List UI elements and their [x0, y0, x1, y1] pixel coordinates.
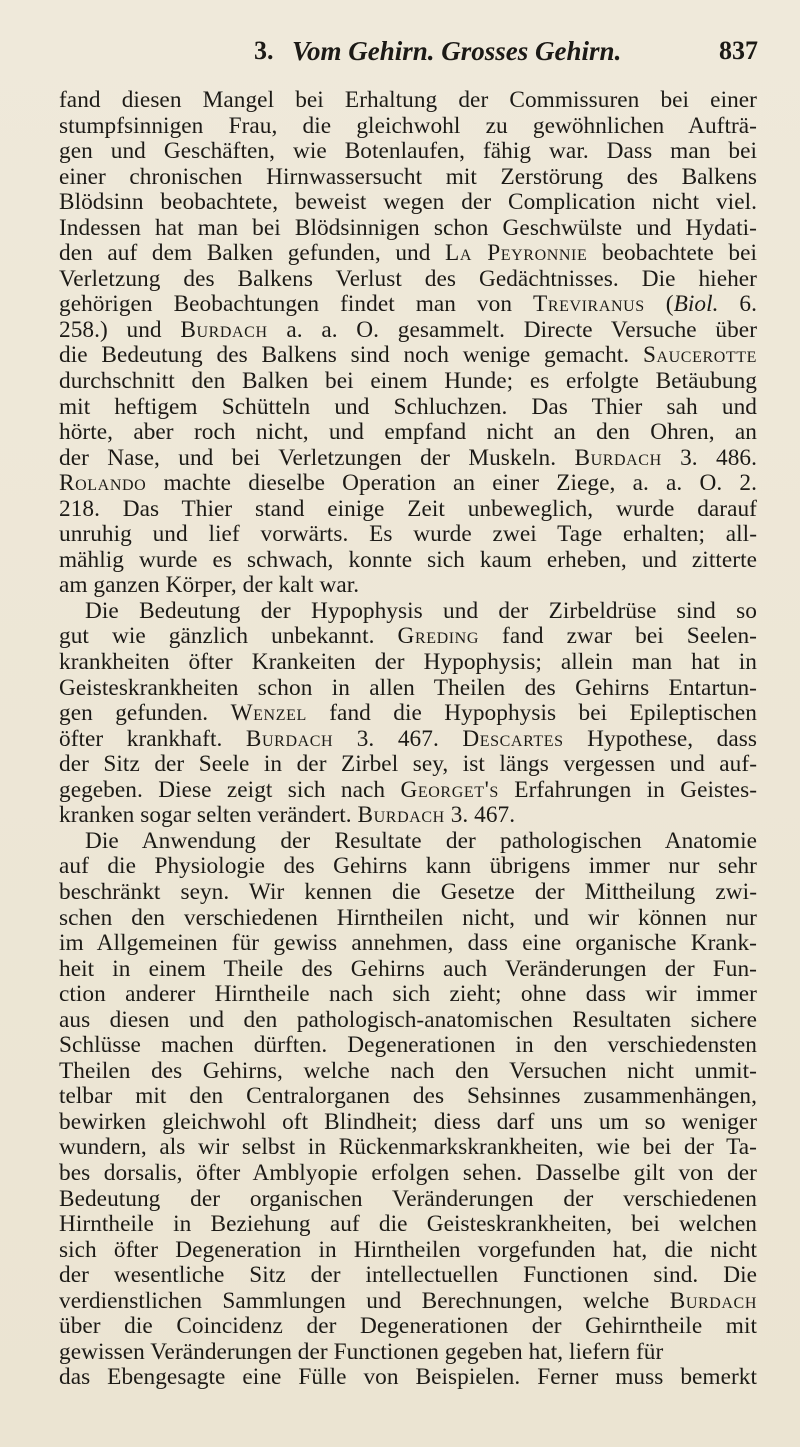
text-line [59, 650, 757, 676]
section-number: 3. [254, 36, 274, 65]
text-segment: im Allgemeinen für gewiss annehmen, dass eine organische Krank- [59, 930, 757, 957]
text-line [59, 190, 757, 216]
text-segment: auf die Physiologie des Gehirns kann übrigens immer nur sehr [59, 853, 757, 880]
text-line [59, 395, 757, 421]
text-line [59, 446, 757, 472]
text-segment: wundern, als wir selbst in Rückenmarkskrankheiten, wie bei der Ta- [59, 1134, 757, 1161]
text-segment: Blödsinn beobachtete, beweist wegen der Complication nicht viel. [59, 189, 757, 216]
text-segment: am ganzen Körper, der kalt war. [59, 572, 360, 599]
text-line [59, 216, 757, 242]
text-segment: Die Bedeutung der Hypophysis und der Zirbeldrüse sind so [85, 597, 757, 624]
text-segment: 218. Das Thier stand einige Zeit unbeweglich, wurde darauf [59, 495, 757, 522]
text-line [59, 548, 757, 574]
text-line [59, 471, 757, 497]
text-segment: der Sitz der Seele in der Zirbel sey, ist längs vergessen und auf- [59, 751, 757, 778]
text-segment: gen gefunden. [59, 700, 231, 727]
text-line [59, 1135, 757, 1161]
text-segment: heit in einem Theile des Gehirns auch Veränderungen der Fun- [59, 955, 757, 982]
author-name: Saucerotte [642, 342, 757, 369]
text-segment: Verletzung des Balkens Verlust des Gedächtnisses. Die hieher [59, 265, 757, 292]
text-line [59, 318, 757, 344]
text-line [59, 906, 757, 932]
text-segment: verdienstlichen Sammlungen und Berechnungen, welche [59, 1287, 670, 1314]
italic-reference: Biol. [673, 291, 719, 318]
text-line [59, 854, 757, 880]
text-segment: gut wie gänzlich unbekannt. [59, 623, 398, 650]
text-segment: machte dieselbe Operation an einer Ziege, a. a. O. 2. [146, 470, 757, 497]
text-segment: 6. [718, 291, 758, 318]
text-line [59, 497, 757, 523]
author-name: Burdach [180, 316, 268, 343]
text-segment: beschränkt seyn. Wir kennen die Gesetze der Mittheilung zwi- [59, 878, 757, 905]
text-segment: ction anderer Hirntheile nach sich zieht; ohne dass wir immer [59, 981, 757, 1008]
text-segment: gewissen Veränderungen der Functionen gegeben hat, liefern für [59, 1338, 664, 1365]
text-segment: Hypothese, dass [563, 725, 757, 752]
text-line [59, 1187, 757, 1213]
text-line [59, 522, 757, 548]
text-line [59, 1059, 757, 1085]
text-line [59, 957, 757, 983]
author-name: Burdach [245, 725, 334, 752]
text-line [59, 369, 757, 395]
text-line [59, 624, 757, 650]
author-name: Burdach [669, 1287, 757, 1314]
text-segment: Erfahrungen in Geistes- [498, 776, 757, 803]
text-segment: a. a. O. gesammelt. Directe Versuche über [267, 316, 758, 343]
text-line [59, 676, 757, 702]
author-name: Treviranus [532, 291, 645, 318]
text-line [59, 1365, 757, 1391]
text-line [59, 139, 757, 165]
text-line [59, 1084, 757, 1110]
text-line [59, 880, 757, 906]
text-segment: schen den verschiedenen Hirntheilen nicht, und wir können nur [59, 904, 757, 931]
text-segment: Die Anwendung der Resultate der pathologischen Anatomie [85, 827, 757, 854]
author-name: Georget's [400, 776, 499, 803]
text-segment: sich öfter Degeneration in Hirntheilen vorgefunden hat, die nicht [59, 1236, 757, 1263]
text-segment: den auf dem Balken gefunden, und [59, 240, 446, 267]
text-segment: durchschnitt den Balken bei einem Hunde; es erfolgte Betäubung [59, 368, 757, 395]
text-line [59, 829, 757, 855]
running-header [60, 28, 760, 68]
text-line [59, 420, 757, 446]
text-segment: 258.) und [59, 316, 181, 343]
text-segment: 3. 467. [444, 802, 516, 829]
text-line [59, 752, 757, 778]
text-line [59, 114, 757, 140]
text-segment: Theilen des Gehirns, welche nach den Versuchen nicht unmit- [59, 1057, 757, 1084]
text-line [59, 88, 757, 114]
text-segment: über die Coincidenz der Degenerationen der Gehirntheile mit [59, 1313, 757, 1340]
text-line [59, 982, 757, 1008]
text-segment: telbar mit den Centralorganen des Sehsinnes zusammenhängen, [59, 1083, 757, 1110]
page-number: 837 [719, 36, 758, 65]
text-segment: gegeben. Diese zeigt sich nach [59, 776, 401, 803]
text-segment: mählig wurde es schwach, konnte sich kaum erheben, und zitterte [59, 546, 757, 573]
text-segment: das Ebengesagte eine Fülle von Beispielen. Ferner muss bemerkt [59, 1364, 757, 1391]
text-segment: der Nase, und bei Verletzungen der Muskeln. [59, 444, 575, 471]
text-segment: krankheiten öfter Krankeiten der Hypophysis; allein man hat in [59, 649, 757, 676]
text-segment: bes dorsalis, öfter Amblyopie erfolgen sehen. Dasselbe gilt von der [59, 1159, 757, 1186]
text-segment: gen und Geschäften, wie Botenlaufen, fähig war. Dass man bei [59, 138, 757, 165]
text-segment: 3. 486. [661, 444, 757, 471]
text-line [59, 701, 757, 727]
text-line [59, 803, 757, 829]
text-segment: Bedeutung der organischen Veränderungen der verschiedenen [59, 1185, 757, 1212]
text-line [59, 599, 757, 625]
text-segment: die Bedeutung des Balkens sind noch wenige gemacht. [59, 342, 643, 369]
text-segment: kranken sogar selten verändert. [59, 802, 358, 829]
text-segment: hörte, aber roch nicht, und empfand nicht an den Ohren, an [59, 419, 757, 446]
text-line [59, 1008, 757, 1034]
text-segment: Hirntheile in Beziehung auf die Geisteskrankheiten, bei welchen [59, 1211, 757, 1238]
text-segment: Geisteskrankheiten schon in allen Theilen des Gehirns Entartun- [59, 674, 757, 701]
text-segment: aus diesen und den pathologisch-anatomischen Resultaten sichere [59, 1006, 757, 1033]
author-name: Burdach [357, 802, 445, 829]
text-segment: mit heftigem Schütteln und Schluchzen. Das Thier sah und [59, 393, 757, 420]
author-name: Burdach [574, 444, 662, 471]
text-segment: gehörigen Beobachtungen findet man von [59, 291, 533, 318]
author-name: La Peyronnie [445, 240, 588, 267]
text-line [59, 1263, 757, 1289]
text-line [59, 1161, 757, 1187]
text-line [59, 1110, 757, 1136]
text-line [59, 931, 757, 957]
author-name: Wenzel [230, 700, 307, 727]
text-line [59, 1238, 757, 1264]
text-segment: einer chronischen Hirnwassersucht mit Zerstörung des Balkens [59, 163, 757, 190]
text-line [59, 1340, 757, 1366]
text-segment: fand zwar bei Seelen- [478, 623, 757, 650]
text-segment: öfter krankhaft. [59, 725, 246, 752]
text-line [59, 1289, 757, 1315]
text-line [59, 778, 757, 804]
text-line [59, 292, 757, 318]
author-name: Greding [397, 623, 479, 650]
body-text [59, 88, 757, 1391]
text-segment: 3. 467. [333, 725, 463, 752]
text-line [59, 727, 757, 753]
text-line [59, 267, 757, 293]
text-segment: fand die Hypophysis bei Epileptischen [306, 700, 757, 727]
text-segment: ( [644, 291, 674, 318]
author-name: Rolando [59, 470, 147, 497]
text-line [59, 573, 757, 599]
text-segment: Schlüsse machen dürften. Degenerationen in den verschiedensten [59, 1032, 757, 1059]
text-segment: bewirken gleichwohl oft Blindheit; diess darf uns um so weniger [59, 1108, 757, 1135]
text-line [59, 165, 757, 191]
text-segment: fand diesen Mangel bei Erhaltung der Commissuren bei einer [59, 87, 757, 113]
chapter-title: Vom Gehirn. Grosses Gehirn. [292, 36, 622, 66]
text-segment: stumpfsinnigen Frau, die gleichwohl zu gewöhnlichen Aufträ- [59, 112, 757, 139]
author-name: Descartes [462, 725, 564, 752]
text-line [59, 241, 757, 267]
text-line [59, 1314, 757, 1340]
text-segment: Indessen hat man bei Blödsinnigen schon Geschwülste und Hydati- [59, 214, 757, 241]
text-line [59, 1212, 757, 1238]
text-line [59, 343, 757, 369]
text-segment: der wesentliche Sitz der intellectuellen Functionen sind. Die [59, 1262, 757, 1289]
text-line [59, 1033, 757, 1059]
text-segment: unruhig und lief vorwärts. Es wurde zwei Tage erhalten; all- [59, 521, 757, 548]
text-segment: beobachtete bei [587, 240, 757, 267]
